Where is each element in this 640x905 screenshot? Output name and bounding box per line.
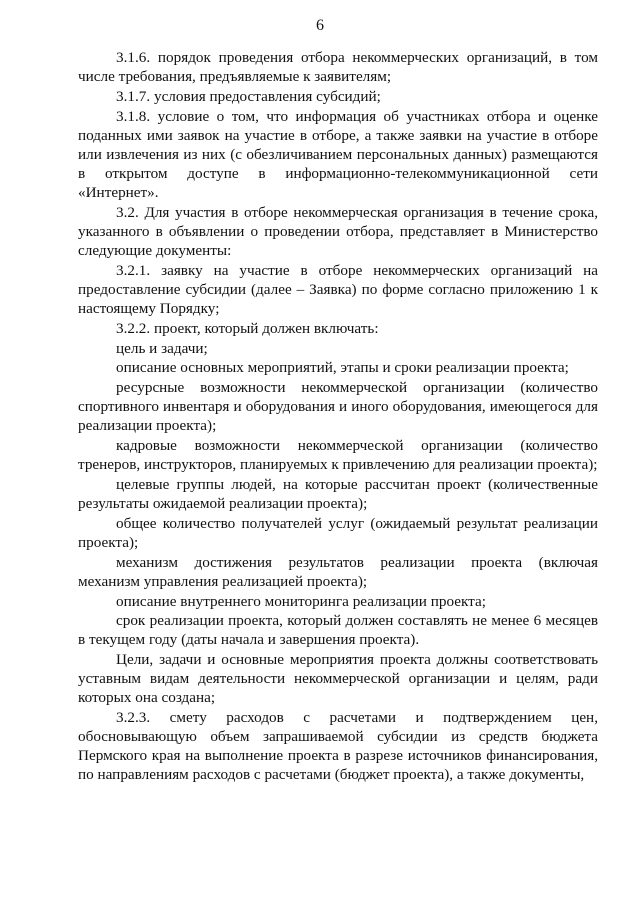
- paragraph-3-2-2: 3.2.2. проект, который должен включать:: [116, 319, 379, 337]
- list-item-target-groups: целевые группы людей, на которые рассчитан проект (количественные результаты ожидаемой реализации проекта);: [78, 475, 598, 513]
- list-item-staff: кадровые возможности некоммерческой организации (количество тренеров, инструкторов, планируемых к привлечению для реализации проекта);: [78, 437, 598, 474]
- paragraph-3-1-8: 3.1.8. условие о том, что информация об участниках отбора и оценке поданных ими заявок на участие в отборе, а также заявки на участие в отборе или извлечения из них (с обезличиванием персональных данных) размещаются в открытом доступе в информационно-телекоммуникационной сети «Интернет».: [78, 107, 598, 202]
- paragraph-3-2: 3.2. Для участия в отборе некоммерческая организация в течение срока, указанного в объявлении о проведении отбора, представляет в Министерство следующие документы:: [78, 203, 598, 259]
- list-item-resources: ресурсные возможности некоммерческой организации (количество спортивного инвентаря и оборудования и иного оборудования, имеющегося для реализации проекта);: [78, 379, 598, 435]
- paragraph-3-2-3: 3.2.3. смету расходов с расчетами и подтверждением цен, обосновывающую объем запрашиваемой субсидии из средств бюджета Пермского края на выполнение проекта в разрезе источников финансирования, по направлениям расходов с расчетами (бюджет проекта), а также документы,: [78, 709, 598, 784]
- list-item-activities: описание основных мероприятий, этапы и сроки реализации проекта;: [116, 359, 569, 377]
- paragraph-3-1-7: 3.1.7. условия предоставления субсидий;: [116, 87, 381, 105]
- paragraph-goals-compliance: Цели, задачи и основные мероприятия проекта должны соответствовать уставным видам деятельности некоммерческой организации и целям, ради которых она создана;: [78, 651, 598, 707]
- paragraph-3-1-6: 3.1.6. порядок проведения отбора некоммерческих организаций, в том числе требования, предъявляемые к заявителям;: [78, 49, 598, 86]
- list-item-term: срок реализации проекта, который должен составлять не менее 6 месяцев в текущем году (даты начала и завершения проекта).: [78, 612, 598, 649]
- list-item-goals: цель и задачи;: [116, 339, 208, 357]
- document-body: [78, 48, 598, 785]
- paragraph-3-2-1: 3.2.1. заявку на участие в отборе некоммерческих организаций на предоставление субсидии (далее – Заявка) по форме согласно приложению 1 к настоящему Порядку;: [78, 261, 598, 317]
- page-number: 6: [316, 17, 324, 34]
- list-item-monitoring: описание внутреннего мониторинга реализации проекта;: [116, 592, 486, 610]
- list-item-mechanism: механизм достижения результатов реализации проекта (включая механизм управления реализацией проекта);: [78, 553, 598, 590]
- list-item-recipients: общее количество получателей услуг (ожидаемый результат реализации проекта);: [78, 514, 598, 551]
